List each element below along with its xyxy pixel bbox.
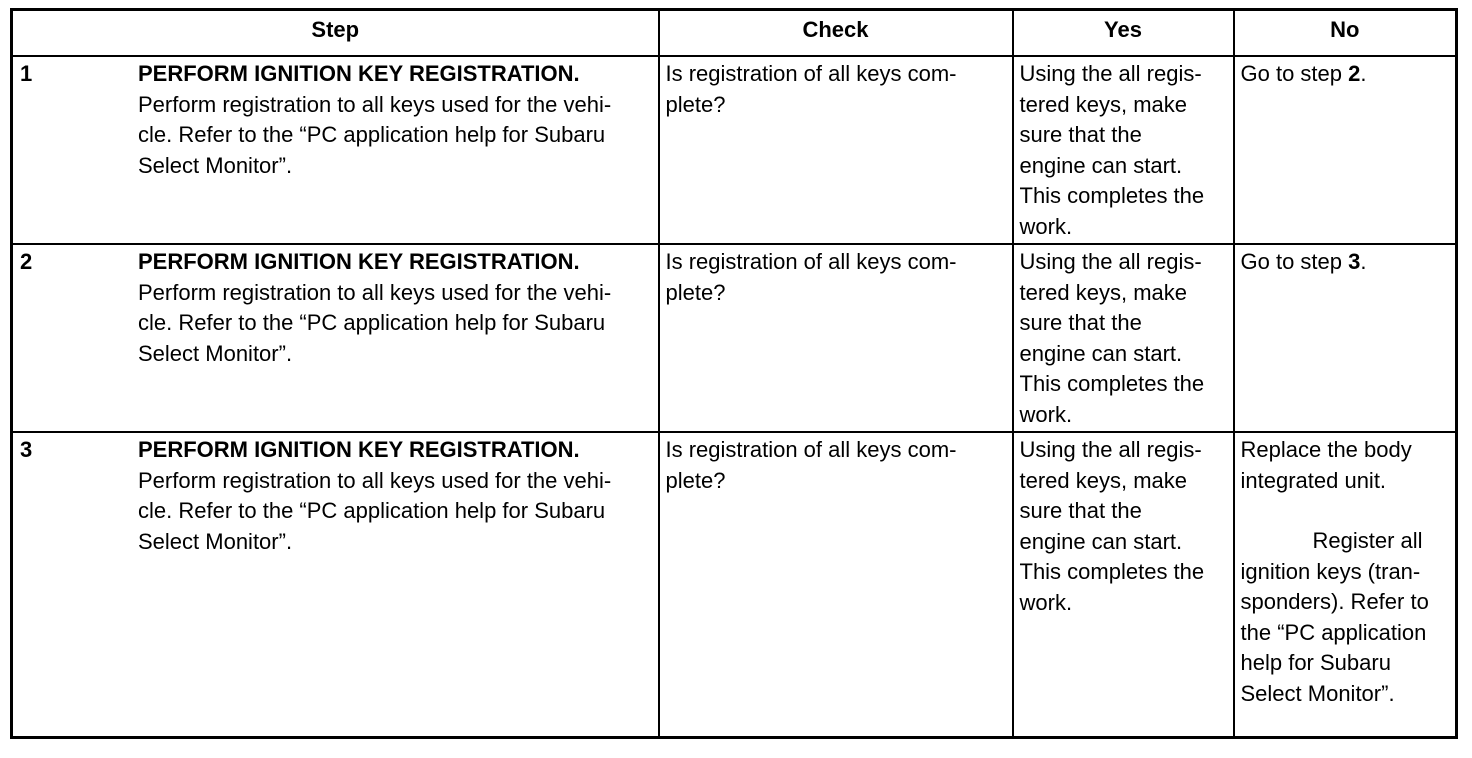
header-check: Check	[659, 10, 1013, 57]
no-text-line: Register all	[1312, 528, 1423, 553]
step-text-line: Perform registration to all keys used for the vehi-	[138, 467, 612, 493]
no-text-line: integrated unit.	[1240, 467, 1387, 493]
yes-text-line: This completes the	[1019, 559, 1205, 584]
header-yes: Yes	[1013, 10, 1234, 57]
step-text-line: Select Monitor”.	[138, 340, 293, 366]
step-number: 2	[20, 249, 33, 274]
step-cell	[12, 432, 659, 738]
no-text-line: ignition keys (tran-	[1240, 558, 1421, 584]
step-text-line: Select Monitor”.	[138, 152, 293, 178]
step-text-line: Perform registration to all keys used for the vehi-	[138, 91, 612, 117]
yes-text-line: engine can start.	[1019, 340, 1183, 366]
yes-text-line: work.	[1019, 401, 1073, 427]
yes-text-line: engine can start.	[1019, 528, 1183, 554]
check-text-line: Is registration of all keys com-	[665, 61, 957, 86]
step-title: PERFORM IGNITION KEY REGISTRATION.	[138, 437, 580, 462]
yes-text-line: sure that the	[1019, 310, 1142, 335]
yes-text-line: tered keys, make	[1019, 91, 1188, 117]
step-number: 1	[20, 61, 33, 86]
no-cell	[1234, 432, 1457, 738]
check-text-line: plete?	[665, 279, 726, 305]
header-no: No	[1234, 10, 1457, 57]
table-row	[12, 56, 1457, 244]
yes-text-line: work.	[1019, 213, 1073, 239]
yes-text-line: engine can start.	[1019, 152, 1183, 178]
yes-text-line: This completes the	[1019, 371, 1205, 396]
no-step-ref: 2	[1348, 61, 1361, 86]
no-cell	[1234, 56, 1457, 244]
check-text-line: Is registration of all keys com-	[665, 437, 957, 462]
yes-text-line: Using the all regis-	[1019, 249, 1202, 274]
step-text-line: cle. Refer to the “PC application help for Subaru	[138, 122, 606, 147]
step-text-line: cle. Refer to the “PC application help for Subaru	[138, 310, 606, 335]
no-text-line: sponders). Refer to	[1240, 589, 1429, 614]
no-text-prefix: Go to step	[1240, 249, 1349, 274]
yes-text-line: Using the all regis-	[1019, 437, 1202, 462]
step-cell	[12, 244, 659, 432]
table-header-row	[12, 10, 1457, 57]
step-body	[138, 435, 652, 557]
check-text-line: Is registration of all keys com-	[665, 249, 957, 274]
yes-text-line: Using the all regis-	[1019, 61, 1202, 86]
yes-text-line: sure that the	[1019, 122, 1142, 147]
step-body	[138, 247, 652, 369]
no-text-prefix: Go to step	[1240, 61, 1349, 86]
no-step-ref: 3	[1348, 249, 1361, 274]
no-text-line: help for Subaru	[1240, 650, 1391, 675]
step-title: PERFORM IGNITION KEY REGISTRATION.	[138, 249, 580, 274]
no-text-suffix: .	[1360, 249, 1367, 274]
check-text-line: plete?	[665, 467, 726, 493]
no-text-line: Select Monitor”.	[1240, 680, 1395, 706]
check-cell	[659, 432, 1013, 738]
troubleshooting-table	[10, 8, 1458, 739]
no-text-line: the “PC application	[1240, 619, 1427, 645]
yes-cell	[1013, 244, 1234, 432]
step-cell	[12, 56, 659, 244]
step-number: 3	[20, 437, 33, 462]
no-cell	[1234, 244, 1457, 432]
header-step: Step	[12, 10, 659, 57]
no-text-line: Replace the body	[1240, 437, 1412, 462]
check-text-line: plete?	[665, 91, 726, 117]
yes-text-line: This completes the	[1019, 183, 1205, 208]
yes-text-line: work.	[1019, 589, 1073, 615]
yes-text-line: tered keys, make	[1019, 279, 1188, 305]
yes-cell	[1013, 56, 1234, 244]
check-cell	[659, 56, 1013, 244]
table-row	[12, 244, 1457, 432]
step-title: PERFORM IGNITION KEY REGISTRATION.	[138, 61, 580, 86]
step-text-line: Select Monitor”.	[138, 528, 293, 554]
table-row	[12, 432, 1457, 738]
yes-cell	[1013, 432, 1234, 738]
yes-text-line: tered keys, make	[1019, 467, 1188, 493]
step-text-line: cle. Refer to the “PC application help for Subaru	[138, 498, 606, 523]
no-note	[1241, 526, 1450, 709]
step-text-line: Perform registration to all keys used for the vehi-	[138, 279, 612, 305]
yes-text-line: sure that the	[1019, 498, 1142, 523]
no-text-suffix: .	[1360, 61, 1367, 86]
step-body	[138, 59, 652, 181]
check-cell	[659, 244, 1013, 432]
